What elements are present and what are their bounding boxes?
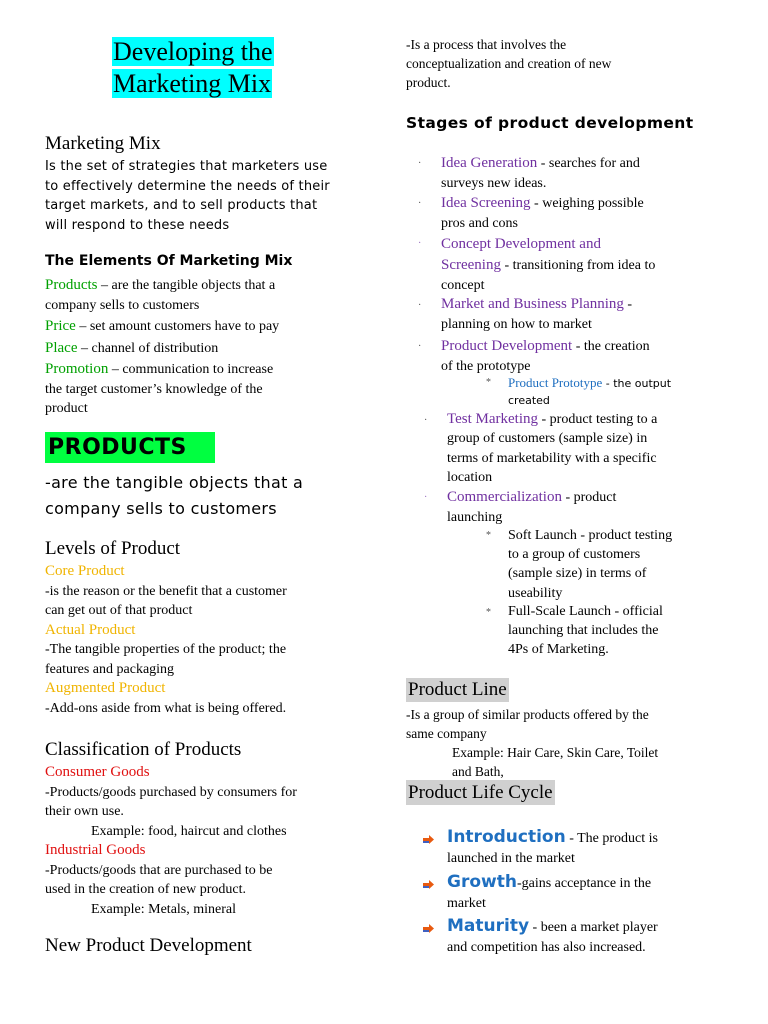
plc-stage-term: Introduction — [447, 827, 566, 847]
consumer-goods-desc: -Products/goods purchased by consumers for — [45, 784, 297, 800]
sub-stage-desc: useability — [508, 585, 563, 601]
stage-idea-screening — [441, 193, 741, 234]
bullet-icon: · — [418, 341, 422, 352]
stage-product-development — [441, 336, 751, 377]
stages-heading: Stages of product development — [406, 114, 694, 132]
stage-term: Test Marketing — [447, 411, 539, 427]
npd-def-line: conceptualization and creation of new — [406, 56, 612, 71]
bullet-icon: · — [418, 158, 422, 169]
stage-desc: - product — [561, 490, 617, 505]
arrow-bullet-icon — [423, 922, 435, 934]
stage-desc: planning on how to market — [441, 317, 592, 332]
stage-desc: group of customers (sample size) in — [447, 431, 648, 447]
product-line-heading: Product Line — [408, 679, 507, 700]
marketing-mix-heading: Marketing Mix — [45, 133, 161, 154]
plc-stage-desc: market — [447, 896, 486, 911]
stage-market-planning — [441, 294, 751, 335]
promotion-desc-cont: product — [45, 401, 88, 416]
elements-list — [45, 276, 375, 419]
stage-desc: surveys new ideas. — [441, 176, 547, 191]
stage-desc: - — [623, 297, 633, 312]
products-def-line: -are the tangible objects that a — [45, 473, 304, 492]
sub-stage-term: Product Prototype — [508, 375, 603, 390]
npd-def-line: -Is a process that involves the — [406, 37, 567, 52]
plc-stage-term: Maturity — [447, 916, 530, 936]
augmented-product-term: Augmented Product — [45, 680, 166, 696]
plc-stage-desc: launched in the market — [447, 851, 575, 866]
marketing-mix-line: Is the set of strategies that marketers use — [45, 159, 328, 174]
star-bullet-icon: * — [486, 377, 491, 388]
products-desc-cont: company sells to customers — [45, 297, 200, 313]
bullet-icon: · — [418, 238, 422, 249]
arrow-bullet-icon — [423, 878, 435, 890]
stage-desc: - the creation — [572, 339, 650, 354]
element-promotion — [45, 360, 375, 380]
industrial-goods-desc: used in the creation of new product. — [45, 882, 246, 897]
plc-stage-term: Growth — [447, 872, 517, 892]
consumer-goods-desc: their own use. — [45, 804, 124, 819]
stage-test-marketing — [447, 410, 752, 487]
consumer-goods-example: Example: food, haircut and clothes — [91, 823, 287, 839]
product-line-example: and Bath, — [452, 764, 504, 779]
stage-desc: launching — [447, 510, 503, 525]
promotion-term: Promotion — [45, 361, 109, 377]
products-definition — [45, 470, 303, 522]
arrow-bullet-icon — [423, 833, 435, 845]
actual-product-term: Actual Product — [45, 621, 136, 638]
stage-term: Idea Generation — [441, 155, 538, 171]
plc-stage-desc: -gains acceptance in the — [516, 876, 652, 891]
plc-stage-desc: and competition has also increased. — [447, 940, 646, 955]
stage-desc: terms of marketability with a specific — [447, 450, 657, 466]
plc-stage-desc: - The product is — [565, 831, 658, 846]
plc-stage-introduction — [447, 827, 747, 869]
sub-stage-desc: 4Ps of Marketing. — [508, 642, 609, 658]
star-bullet-icon: * — [486, 530, 491, 541]
plc-stage-desc: - been a market player — [529, 920, 658, 935]
sub-stage-desc: (sample size) in terms of — [508, 566, 647, 582]
product-line-desc: same company — [406, 726, 487, 741]
price-desc: – set amount customers have to pay — [75, 319, 280, 334]
bullet-icon: · — [424, 492, 428, 503]
price-term: Price — [45, 318, 76, 334]
products-def-line: company sells to customers — [45, 499, 277, 518]
stage-term: Product Development — [441, 338, 573, 354]
stage-desc: - transitioning from idea to — [500, 258, 656, 273]
element-place — [45, 339, 375, 359]
elements-heading: The Elements Of Marketing Mix — [45, 253, 293, 269]
sub-stage-prototype — [508, 374, 748, 409]
stage-desc: - searches for and — [537, 156, 640, 171]
consumer-goods-term: Consumer Goods — [45, 764, 150, 780]
star-bullet-icon: * — [486, 607, 491, 618]
sub-stage-desc: launching that includes the — [508, 623, 659, 639]
bullet-icon: · — [418, 198, 422, 209]
augmented-product-desc: -Add-ons aside from what is being offered. — [45, 700, 287, 716]
products-desc: – are the tangible objects that a — [97, 278, 276, 293]
stage-concept-development — [441, 233, 741, 296]
sub-stage-soft-launch — [508, 526, 748, 603]
element-price — [45, 317, 375, 337]
product-line-desc: -Is a group of similar products offered by the — [406, 707, 649, 722]
stage-desc: - product testing to a — [538, 412, 658, 427]
bullet-icon: · — [424, 415, 428, 426]
actual-product-desc: features and packaging — [45, 661, 175, 677]
marketing-mix-line: target markets, and to sell products that — [45, 198, 318, 213]
products-term: Products — [45, 277, 98, 293]
stage-term: Concept Development and — [441, 236, 601, 252]
industrial-goods-example: Example: Metals, mineral — [91, 901, 237, 917]
product-line-example: Example: Hair Care, Skin Care, Toilet — [452, 745, 659, 760]
bullet-icon: · — [418, 300, 422, 311]
core-product-desc: can get out of that product — [45, 603, 193, 618]
stage-desc: - weighing possible — [530, 196, 644, 211]
sub-stage-desc: Full-Scale Launch - official — [508, 604, 663, 619]
sub-stage-full-launch — [508, 602, 748, 660]
plc-stage-growth — [447, 872, 747, 914]
place-desc: – channel of distribution — [77, 340, 219, 356]
actual-product-desc: -The tangible properties of the product; the — [45, 642, 287, 657]
core-product-desc: -is the reason or the benefit that a customer — [45, 583, 287, 599]
page-title-line1: Developing the — [113, 37, 273, 66]
sub-stage-desc: created — [508, 394, 550, 407]
stage-desc: pros and cons — [441, 216, 518, 231]
plc-heading: Product Life Cycle — [408, 782, 553, 803]
stage-desc: concept — [441, 278, 485, 293]
product-line-body — [406, 705, 756, 781]
stage-commercialization — [447, 487, 752, 528]
stage-term: Commercialization — [447, 489, 562, 505]
page-title — [112, 36, 274, 100]
sub-stage-desc: - the output — [602, 377, 672, 390]
npd-def-line: product. — [406, 75, 451, 90]
marketing-mix-definition — [45, 157, 375, 235]
element-products — [45, 276, 375, 296]
industrial-goods-term: Industrial Goods — [45, 842, 146, 858]
classification-list — [45, 763, 375, 919]
stage-desc: location — [447, 469, 493, 485]
products-banner: PRODUCTS — [45, 432, 215, 463]
npd-heading: New Product Development — [45, 935, 252, 956]
marketing-mix-line: to effectively determine the needs of their — [45, 178, 330, 194]
npd-definition — [406, 35, 611, 92]
sub-stage-desc: Soft Launch - product testing — [508, 528, 673, 543]
promotion-desc-cont: the target customer’s knowledge of the — [45, 381, 263, 397]
stage-desc: of the prototype — [441, 359, 531, 374]
plc-stage-maturity — [447, 916, 757, 958]
stage-term: Market and Business Planning — [441, 296, 624, 312]
place-term: Place — [45, 339, 78, 356]
core-product-term: Core Product — [45, 563, 125, 579]
industrial-goods-desc: -Products/goods that are purchased to be — [45, 862, 273, 878]
classification-heading: Classification of Products — [45, 739, 242, 760]
promotion-desc: – communication to increase — [108, 362, 274, 377]
page-title-line2: Marketing Mix — [113, 69, 272, 98]
marketing-mix-line: will respond to these needs — [45, 217, 230, 233]
levels-heading: Levels of Product — [45, 538, 181, 559]
stage-term: Screening — [441, 257, 501, 273]
stage-idea-generation — [441, 153, 741, 194]
stage-term: Idea Screening — [441, 195, 531, 211]
levels-list — [45, 562, 375, 718]
sub-stage-desc: to a group of customers — [508, 547, 641, 563]
